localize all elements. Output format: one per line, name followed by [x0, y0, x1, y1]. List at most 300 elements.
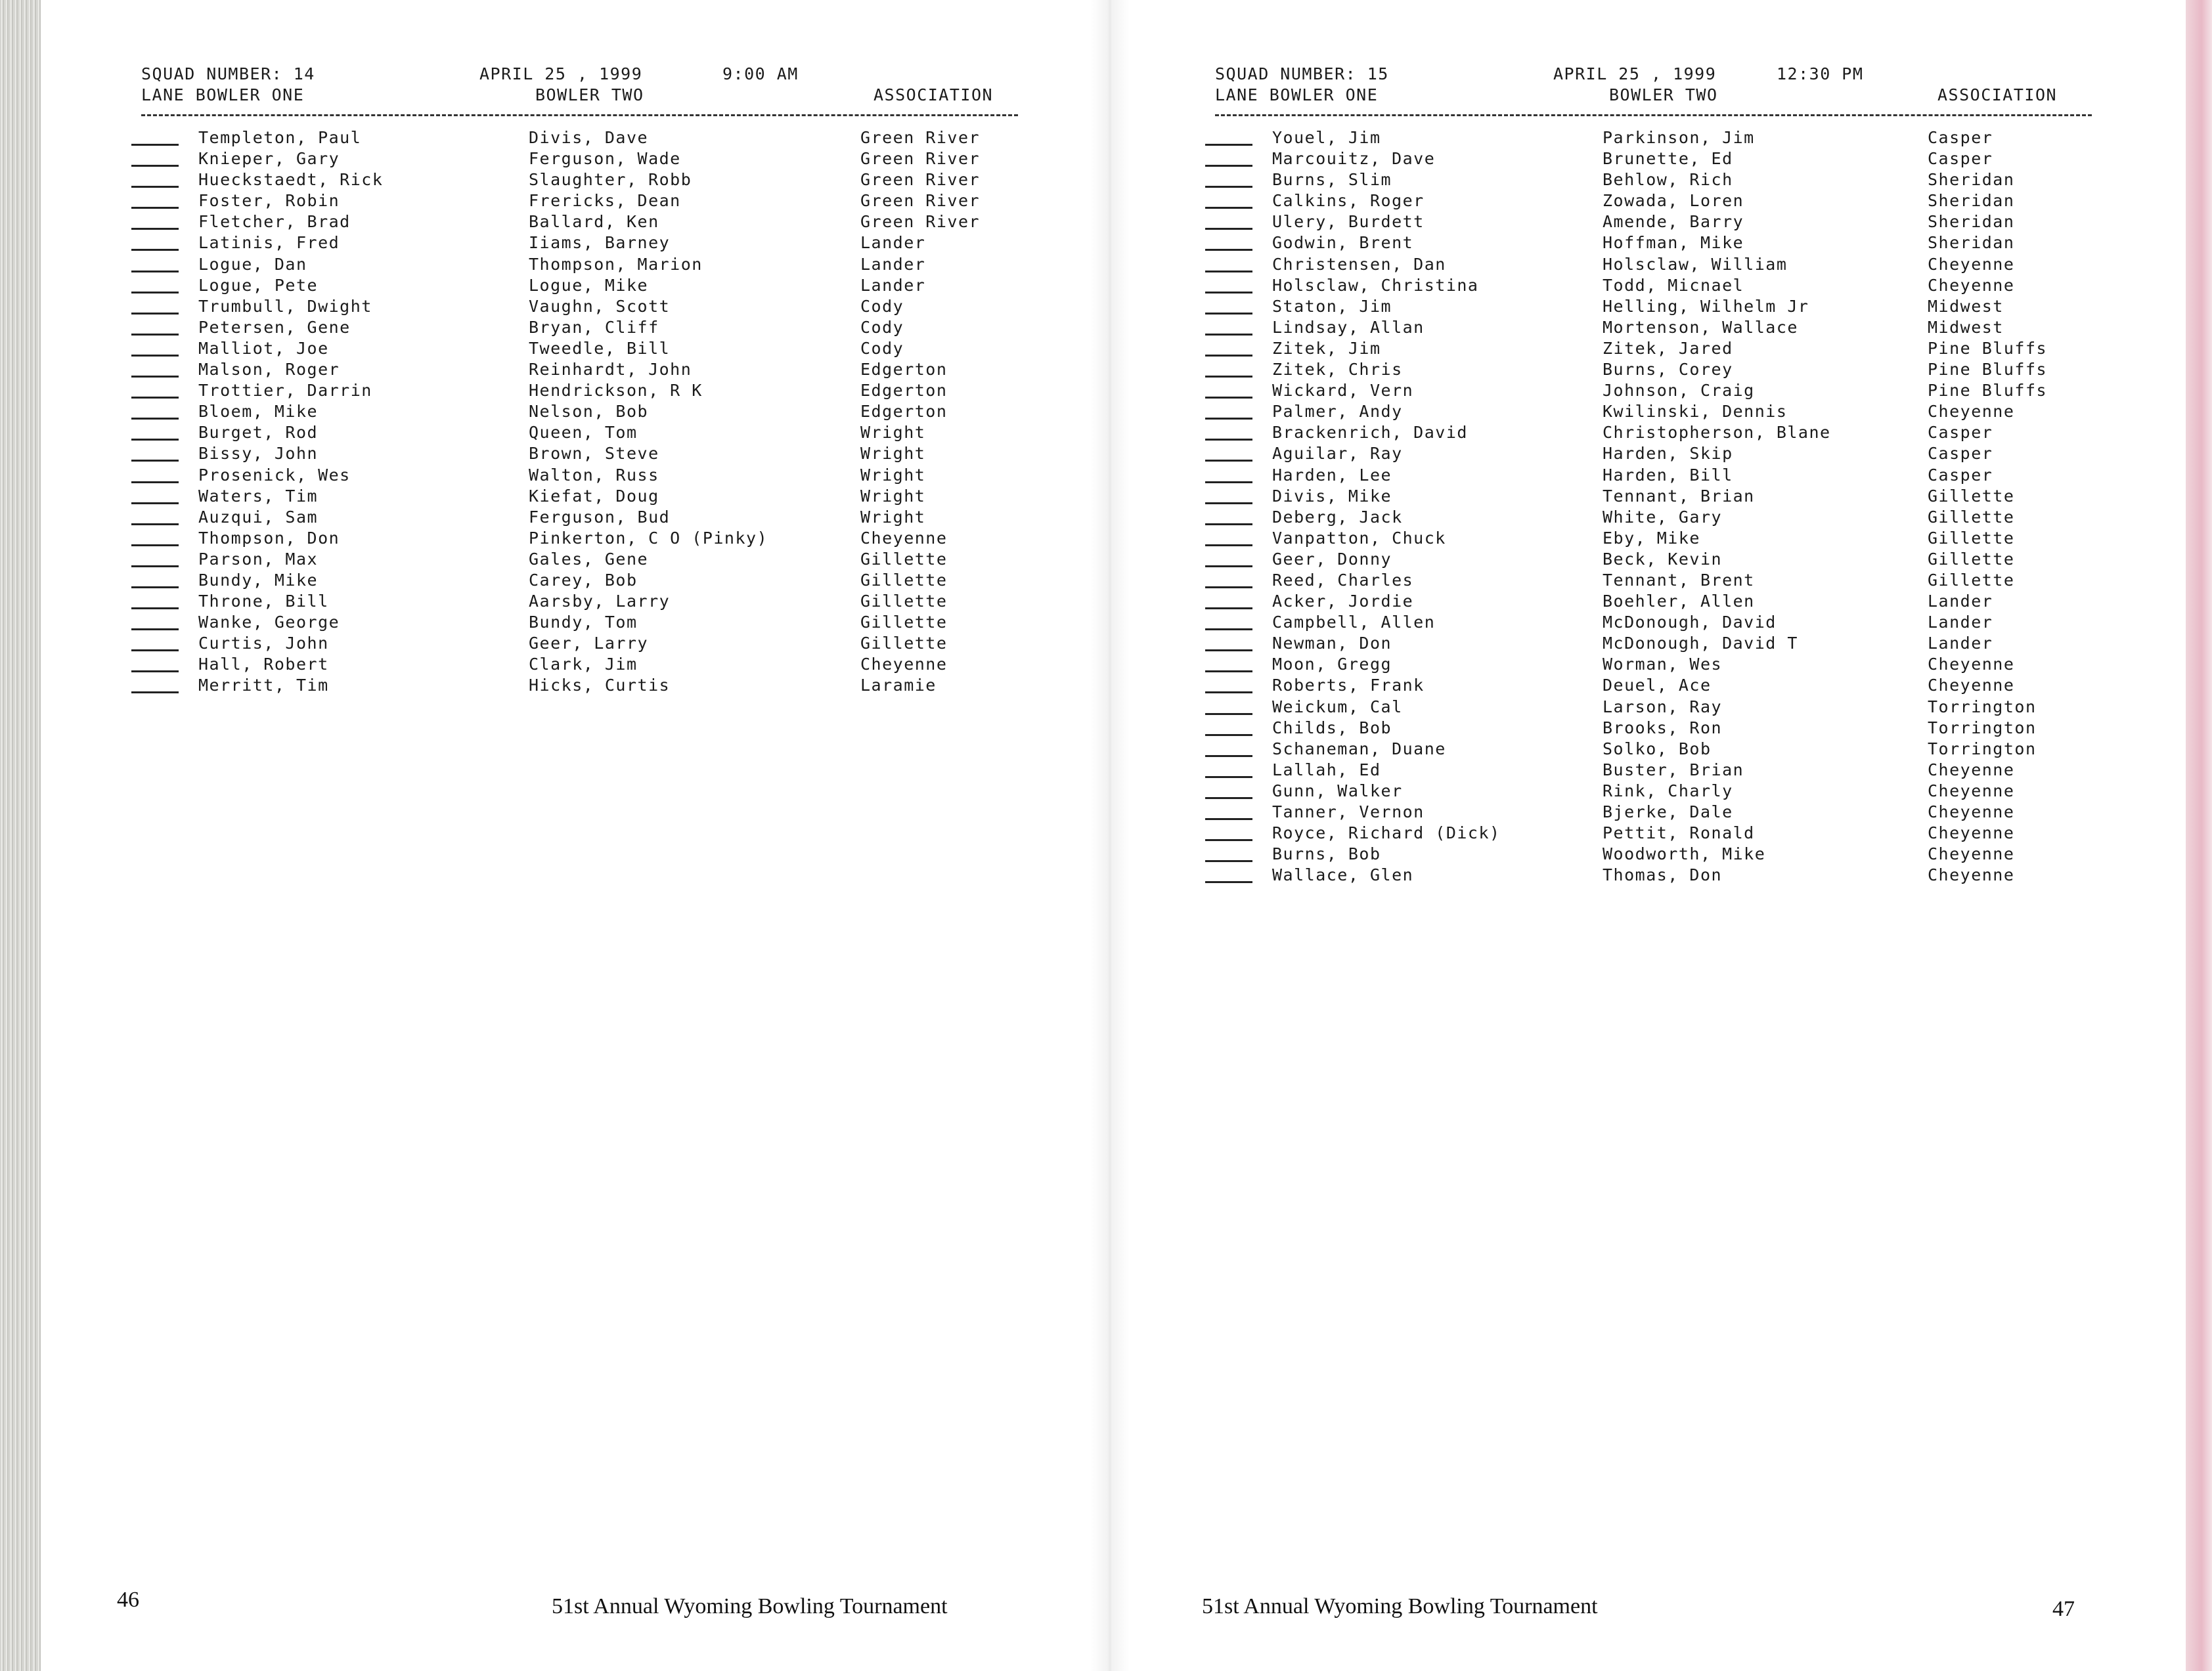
- bowler-one-name: Harden, Lee: [1272, 465, 1392, 485]
- bowler-two-name: Ferguson, Bud: [529, 507, 671, 527]
- bowler-two-name: Carey, Bob: [529, 570, 638, 590]
- association-name: Torrington: [1928, 739, 2037, 758]
- association-name: Torrington: [1928, 718, 2037, 737]
- bowler-one-name: Campbell, Allen: [1272, 613, 1436, 632]
- association-name: Midwest: [1928, 296, 2004, 316]
- table-row: [131, 128, 1025, 149]
- bowler-two-name: Iiams, Barney: [529, 233, 671, 253]
- lane-blank-line: [1205, 565, 1252, 567]
- table-row: [131, 170, 1025, 191]
- association-name: Cheyenne: [860, 528, 948, 548]
- lane-blank-line: [1205, 776, 1252, 778]
- lane-blank-line: [131, 355, 179, 357]
- table-row: [1205, 508, 2098, 529]
- association-name: Lander: [1928, 613, 1993, 632]
- cover-edge-right: [2186, 0, 2212, 1671]
- table-row: [131, 318, 1025, 339]
- bowler-two-name: Pinkerton, C O (Pinky): [529, 528, 768, 548]
- bowler-two-name: Brunette, Ed: [1603, 149, 1733, 169]
- association-name: Cheyenne: [1928, 676, 2015, 695]
- bowler-one-name: Petersen, Gene: [198, 317, 351, 337]
- table-row: [1205, 212, 2098, 233]
- bowler-two-name: Brooks, Ron: [1603, 718, 1723, 737]
- lane-blank-line: [1205, 271, 1252, 272]
- bowler-one-name: Bissy, John: [198, 444, 319, 464]
- table-row: [1205, 276, 2098, 297]
- bowler-two-name: McDonough, David T: [1603, 634, 1798, 653]
- bowler-one-name: Malliot, Joe: [198, 338, 329, 358]
- lane-blank-line: [1205, 607, 1252, 609]
- association-name: Casper: [1928, 149, 1993, 169]
- bowler-two-name: Gales, Gene: [529, 549, 649, 569]
- bowler-one-name: Bloem, Mike: [198, 402, 319, 422]
- table-row: [131, 592, 1025, 613]
- header-divider: [1215, 106, 2092, 116]
- association-name: Sheridan: [1928, 170, 2015, 190]
- bowler-one-name: Merritt, Tim: [198, 676, 329, 695]
- association-name: Cheyenne: [1928, 823, 2015, 843]
- bowler-two-name: Holsclaw, William: [1603, 254, 1788, 274]
- lane-blank-line: [131, 376, 179, 378]
- page-number: 46: [117, 1588, 139, 1612]
- lane-blank-line: [131, 607, 179, 609]
- bowler-one-name: Parson, Max: [198, 549, 319, 569]
- table-row: [131, 634, 1025, 655]
- association-name: Lander: [860, 233, 926, 253]
- association-name: Cheyenne: [1928, 865, 2015, 885]
- association-name: Wright: [860, 507, 926, 527]
- table-row: [1205, 381, 2098, 402]
- association-name: Gillette: [860, 634, 948, 653]
- table-row: [1205, 318, 2098, 339]
- table-row: [1205, 466, 2098, 487]
- association-name: Cheyenne: [1928, 254, 2015, 274]
- table-row: [1205, 233, 2098, 254]
- bowler-one-name: Curtis, John: [198, 634, 329, 653]
- bowler-two-name: Aarsby, Larry: [529, 592, 671, 611]
- table-row: [1205, 402, 2098, 423]
- lane-blank-line: [1205, 355, 1252, 357]
- association-name: Green River: [860, 212, 981, 232]
- table-row: [131, 508, 1025, 529]
- association-name: Gillette: [1928, 507, 2015, 527]
- lane-blank-line: [1205, 860, 1252, 862]
- association-name: Cheyenne: [1928, 781, 2015, 800]
- bowler-two-name: Larson, Ray: [1603, 697, 1723, 716]
- association-name: Wright: [860, 423, 926, 443]
- lane-blank-line: [1205, 144, 1252, 146]
- bowler-one-name: Auzqui, Sam: [198, 507, 319, 527]
- bowler-two-name: Walton, Russ: [529, 465, 659, 485]
- association-name: Cody: [860, 338, 904, 358]
- bowler-two-name: Pettit, Ronald: [1603, 823, 1755, 843]
- bowler-one-name: Royce, Richard (Dick): [1272, 823, 1501, 843]
- association-name: Midwest: [1928, 317, 2004, 337]
- bowler-one-name: Zitek, Chris: [1272, 360, 1403, 380]
- bowler-one-name: Hall, Robert: [198, 655, 329, 674]
- table-row: [131, 613, 1025, 634]
- lane-blank-line: [131, 165, 179, 167]
- lane-blank-line: [1205, 165, 1252, 167]
- bowler-one-name: Staton, Jim: [1272, 296, 1392, 316]
- bowler-two-name: Nelson, Bob: [529, 402, 649, 422]
- bowler-two-name: Kiefat, Doug: [529, 486, 659, 506]
- table-row: [1205, 844, 2098, 865]
- bowler-two-name: Hoffman, Mike: [1603, 233, 1744, 253]
- association-name: Pine Bluffs: [1928, 381, 2048, 401]
- bowler-one-name: Hueckstaedt, Rick: [198, 170, 384, 190]
- lane-blank-line: [1205, 713, 1252, 715]
- bowler-one-name: Aguilar, Ray: [1272, 444, 1403, 464]
- lane-blank-line: [131, 207, 179, 209]
- bowler-two-name: White, Gary: [1603, 507, 1723, 527]
- association-name: Lander: [860, 275, 926, 295]
- table-row: [131, 571, 1025, 592]
- lane-blank-line: [131, 271, 179, 272]
- table-row: [1205, 297, 2098, 318]
- lane-blank-line: [1205, 755, 1252, 757]
- bowler-one-name: Acker, Jordie: [1272, 592, 1414, 611]
- bowler-one-name: Lindsay, Allan: [1272, 317, 1425, 337]
- bowler-one-name: Geer, Donny: [1272, 549, 1392, 569]
- association-name: Cheyenne: [1928, 402, 2015, 422]
- lane-blank-line: [131, 439, 179, 441]
- col-association: ASSOCIATION: [874, 85, 994, 104]
- bowler-one-name: Marcouitz, Dave: [1272, 149, 1436, 169]
- lane-blank-line: [1205, 818, 1252, 820]
- bowler-two-name: Rink, Charly: [1603, 781, 1733, 800]
- association-name: Green River: [860, 149, 981, 169]
- lane-blank-line: [1205, 397, 1252, 399]
- bowler-one-name: Burget, Rod: [198, 423, 319, 443]
- association-name: Cheyenne: [1928, 802, 2015, 821]
- squad-number: SQUAD NUMBER: 14: [141, 64, 315, 83]
- bowler-two-name: Behlow, Rich: [1603, 170, 1733, 190]
- table-row: [131, 212, 1025, 233]
- lane-blank-line: [1205, 544, 1252, 546]
- lane-blank-line: [1205, 418, 1252, 420]
- bowler-one-name: Moon, Gregg: [1272, 655, 1392, 674]
- association-name: Cheyenne: [1928, 655, 2015, 674]
- association-name: Wright: [860, 486, 926, 506]
- table-row: [1205, 170, 2098, 191]
- lane-blank-line: [131, 292, 179, 293]
- association-name: Cheyenne: [1928, 844, 2015, 864]
- lane-blank-line: [1205, 207, 1252, 209]
- association-name: Edgerton: [860, 360, 948, 380]
- bowler-two-name: Ferguson, Wade: [529, 149, 681, 169]
- bowler-two-name: Clark, Jim: [529, 655, 638, 674]
- lane-blank-line: [131, 186, 179, 188]
- bowler-one-name: Trottier, Darrin: [198, 381, 372, 401]
- footer-title: 51st Annual Wyoming Bowling Tournament: [1202, 1594, 1598, 1618]
- association-name: Cheyenne: [1928, 275, 2015, 295]
- table-row: [131, 402, 1025, 423]
- table-row: [1205, 571, 2098, 592]
- bowler-two-name: Buster, Brian: [1603, 760, 1744, 779]
- bowler-one-name: Youel, Jim: [1272, 128, 1381, 147]
- bowler-one-name: Wallace, Glen: [1272, 865, 1414, 885]
- table-row: [131, 550, 1025, 571]
- table-row: [1205, 760, 2098, 781]
- squad-header: [141, 64, 1025, 85]
- column-headers: [1215, 85, 2098, 106]
- bowler-two-name: Boehler, Allen: [1603, 592, 1755, 611]
- bowler-one-name: Templeton, Paul: [198, 128, 362, 147]
- bowler-one-name: Divis, Mike: [1272, 486, 1392, 506]
- bowler-one-name: Gunn, Walker: [1272, 781, 1403, 800]
- bowler-two-name: Christopherson, Blane: [1603, 423, 1831, 443]
- bowler-two-name: Queen, Tom: [529, 423, 638, 443]
- bowler-two-name: Slaughter, Robb: [529, 170, 692, 190]
- table-row: [1205, 550, 2098, 571]
- association-name: Green River: [860, 170, 981, 190]
- bowler-one-name: Roberts, Frank: [1272, 676, 1425, 695]
- bowler-two-name: Tennant, Brent: [1603, 570, 1755, 590]
- bowler-one-name: Palmer, Andy: [1272, 402, 1403, 422]
- bowler-two-name: Zitek, Jared: [1603, 338, 1733, 358]
- bowler-two-name: Brown, Steve: [529, 444, 659, 464]
- association-name: Casper: [1928, 444, 1993, 464]
- lane-blank-line: [131, 334, 179, 336]
- squad-number: SQUAD NUMBER: 15: [1215, 64, 1389, 83]
- page-edges-left: [0, 0, 41, 1671]
- squad-time: 9:00 AM: [722, 64, 799, 83]
- col-bowler-two: BOWLER TWO: [1609, 85, 1718, 104]
- bowler-one-name: Throne, Bill: [198, 592, 329, 611]
- bowler-one-name: Trumbull, Dwight: [198, 296, 372, 316]
- bowler-one-name: Burns, Bob: [1272, 844, 1381, 864]
- bowler-one-name: Schaneman, Duane: [1272, 739, 1446, 758]
- table-row: [131, 529, 1025, 550]
- lane-blank-line: [1205, 228, 1252, 230]
- lane-blank-line: [1205, 376, 1252, 378]
- association-name: Cody: [860, 296, 904, 316]
- association-name: Gillette: [1928, 549, 2015, 569]
- squad-date: APRIL 25 , 1999: [1553, 64, 1717, 83]
- bowler-two-name: Woodworth, Mike: [1603, 844, 1766, 864]
- bowler-two-name: McDonough, David: [1603, 613, 1777, 632]
- bowler-one-name: Wickard, Vern: [1272, 381, 1414, 401]
- lane-blank-line: [131, 691, 179, 693]
- table-row: [1205, 823, 2098, 844]
- lane-blank-line: [131, 649, 179, 651]
- association-name: Casper: [1928, 128, 1993, 147]
- association-name: Lander: [860, 254, 926, 274]
- table-row: [131, 233, 1025, 254]
- column-headers: [141, 85, 1025, 106]
- bowler-two-name: Todd, Micnael: [1603, 275, 1744, 295]
- lane-blank-line: [1205, 523, 1252, 525]
- bowler-one-name: Reed, Charles: [1272, 570, 1414, 590]
- lane-blank-line: [1205, 334, 1252, 336]
- lane-blank-line: [131, 502, 179, 504]
- col-lane-bowler-one: LANE BOWLER ONE: [141, 85, 305, 104]
- table-row: [1205, 423, 2098, 444]
- bowler-two-name: Vaughn, Scott: [529, 296, 671, 316]
- association-name: Gillette: [860, 613, 948, 632]
- association-name: Torrington: [1928, 697, 2037, 716]
- bowler-two-name: Beck, Kevin: [1603, 549, 1723, 569]
- lane-blank-line: [131, 544, 179, 546]
- bowler-two-name: Divis, Dave: [529, 128, 649, 147]
- lane-blank-line: [1205, 628, 1252, 630]
- table-row: [1205, 613, 2098, 634]
- table-row: [131, 276, 1025, 297]
- left-page: [117, 0, 1025, 1671]
- bowler-two-name: Helling, Wilhelm Jr: [1603, 296, 1809, 316]
- lane-blank-line: [1205, 649, 1252, 651]
- association-name: Lander: [1928, 592, 1993, 611]
- lane-blank-line: [1205, 460, 1252, 462]
- table-row: [131, 655, 1025, 676]
- table-row: [1205, 191, 2098, 212]
- bowler-one-name: Vanpatton, Chuck: [1272, 528, 1446, 548]
- bowler-one-name: Lallah, Ed: [1272, 760, 1381, 779]
- bowler-one-name: Bundy, Mike: [198, 570, 319, 590]
- bowler-two-name: Johnson, Craig: [1603, 381, 1755, 401]
- right-page: [1202, 0, 2098, 1671]
- header-divider: [141, 106, 1018, 116]
- bowler-two-name: Worman, Wes: [1603, 655, 1723, 674]
- bowler-two-name: Solko, Bob: [1603, 739, 1712, 758]
- bowler-two-name: Tennant, Brian: [1603, 486, 1755, 506]
- bowler-one-name: Thompson, Don: [198, 528, 340, 548]
- table-row: [131, 339, 1025, 360]
- bowler-two-name: Kwilinski, Dennis: [1603, 402, 1788, 422]
- table-row: [1205, 149, 2098, 170]
- lane-blank-line: [1205, 691, 1252, 693]
- bowler-one-name: Childs, Bob: [1272, 718, 1392, 737]
- association-name: Gillette: [860, 570, 948, 590]
- lane-blank-line: [1205, 186, 1252, 188]
- col-lane-bowler-one: LANE BOWLER ONE: [1215, 85, 1379, 104]
- bowler-one-name: Latinis, Fred: [198, 233, 340, 253]
- table-row: [1205, 128, 2098, 149]
- bowler-one-name: Weickum, Cal: [1272, 697, 1403, 716]
- book-gutter: [1090, 0, 1130, 1671]
- lane-blank-line: [1205, 881, 1252, 883]
- table-row: [1205, 529, 2098, 550]
- bowler-two-name: Bundy, Tom: [529, 613, 638, 632]
- lane-blank-line: [1205, 670, 1252, 672]
- bowler-two-name: Thompson, Marion: [529, 254, 703, 274]
- bowler-two-name: Ballard, Ken: [529, 212, 659, 232]
- table-row: [131, 487, 1025, 508]
- association-name: Cheyenne: [860, 655, 948, 674]
- table-row: [131, 255, 1025, 276]
- table-row: [1205, 634, 2098, 655]
- bowler-one-name: Foster, Robin: [198, 191, 340, 211]
- squad-roster: [1205, 128, 2098, 886]
- lane-blank-line: [131, 628, 179, 630]
- association-name: Wright: [860, 465, 926, 485]
- association-name: Sheridan: [1928, 212, 2015, 232]
- table-row: [1205, 718, 2098, 739]
- lane-blank-line: [131, 586, 179, 588]
- table-row: [131, 676, 1025, 697]
- squad-roster: [131, 128, 1025, 697]
- association-name: Green River: [860, 191, 981, 211]
- association-name: Gillette: [860, 549, 948, 569]
- bowler-two-name: Geer, Larry: [529, 634, 649, 653]
- table-row: [1205, 592, 2098, 613]
- table-row: [1205, 865, 2098, 886]
- bowler-two-name: Zowada, Loren: [1603, 191, 1744, 211]
- table-row: [1205, 676, 2098, 697]
- association-name: Casper: [1928, 423, 1993, 443]
- lane-blank-line: [131, 523, 179, 525]
- bowler-one-name: Calkins, Roger: [1272, 191, 1425, 211]
- bowler-one-name: Brackenrich, David: [1272, 423, 1468, 443]
- bowler-two-name: Amende, Barry: [1603, 212, 1744, 232]
- association-name: Lander: [1928, 634, 1993, 653]
- association-name: Gillette: [860, 592, 948, 611]
- bowler-one-name: Ulery, Burdett: [1272, 212, 1425, 232]
- lane-blank-line: [131, 313, 179, 315]
- bowler-one-name: Waters, Tim: [198, 486, 319, 506]
- lane-blank-line: [131, 670, 179, 672]
- lane-blank-line: [131, 460, 179, 462]
- bowler-one-name: Fletcher, Brad: [198, 212, 351, 232]
- association-name: Pine Bluffs: [1928, 338, 2048, 358]
- bowler-one-name: Burns, Slim: [1272, 170, 1392, 190]
- lane-blank-line: [1205, 586, 1252, 588]
- bowler-two-name: Bryan, Cliff: [529, 317, 659, 337]
- association-name: Gillette: [1928, 486, 2015, 506]
- association-name: Pine Bluffs: [1928, 360, 2048, 380]
- bowler-one-name: Zitek, Jim: [1272, 338, 1381, 358]
- association-name: Laramie: [860, 676, 937, 695]
- lane-blank-line: [1205, 439, 1252, 441]
- table-row: [131, 297, 1025, 318]
- table-row: [1205, 697, 2098, 718]
- table-row: [1205, 655, 2098, 676]
- bowler-one-name: Christensen, Dan: [1272, 254, 1446, 274]
- association-name: Cheyenne: [1928, 760, 2015, 779]
- table-row: [1205, 255, 2098, 276]
- bowler-one-name: Wanke, George: [198, 613, 340, 632]
- table-row: [1205, 739, 2098, 760]
- association-name: Sheridan: [1928, 233, 2015, 253]
- association-name: Wright: [860, 444, 926, 464]
- table-row: [131, 423, 1025, 444]
- bowler-two-name: Harden, Skip: [1603, 444, 1733, 464]
- bowler-two-name: Mortenson, Wallace: [1603, 317, 1798, 337]
- squad-date: APRIL 25 , 1999: [479, 64, 643, 83]
- bowler-two-name: Hicks, Curtis: [529, 676, 671, 695]
- bowler-two-name: Parkinson, Jim: [1603, 128, 1755, 147]
- association-name: Gillette: [1928, 570, 2015, 590]
- association-name: Green River: [860, 128, 981, 147]
- table-row: [1205, 360, 2098, 381]
- table-row: [131, 466, 1025, 487]
- lane-blank-line: [1205, 313, 1252, 315]
- association-name: Cody: [860, 317, 904, 337]
- bowler-two-name: Burns, Corey: [1603, 360, 1733, 380]
- lane-blank-line: [1205, 249, 1252, 251]
- table-row: [1205, 802, 2098, 823]
- bowler-one-name: Logue, Pete: [198, 275, 319, 295]
- table-row: [131, 360, 1025, 381]
- lane-blank-line: [131, 565, 179, 567]
- page-number: 47: [2052, 1597, 2075, 1621]
- table-row: [131, 381, 1025, 402]
- bowler-two-name: Reinhardt, John: [529, 360, 692, 380]
- association-name: Edgerton: [860, 381, 948, 401]
- bowler-two-name: Thomas, Don: [1603, 865, 1723, 885]
- bowler-two-name: Eby, Mike: [1603, 528, 1700, 548]
